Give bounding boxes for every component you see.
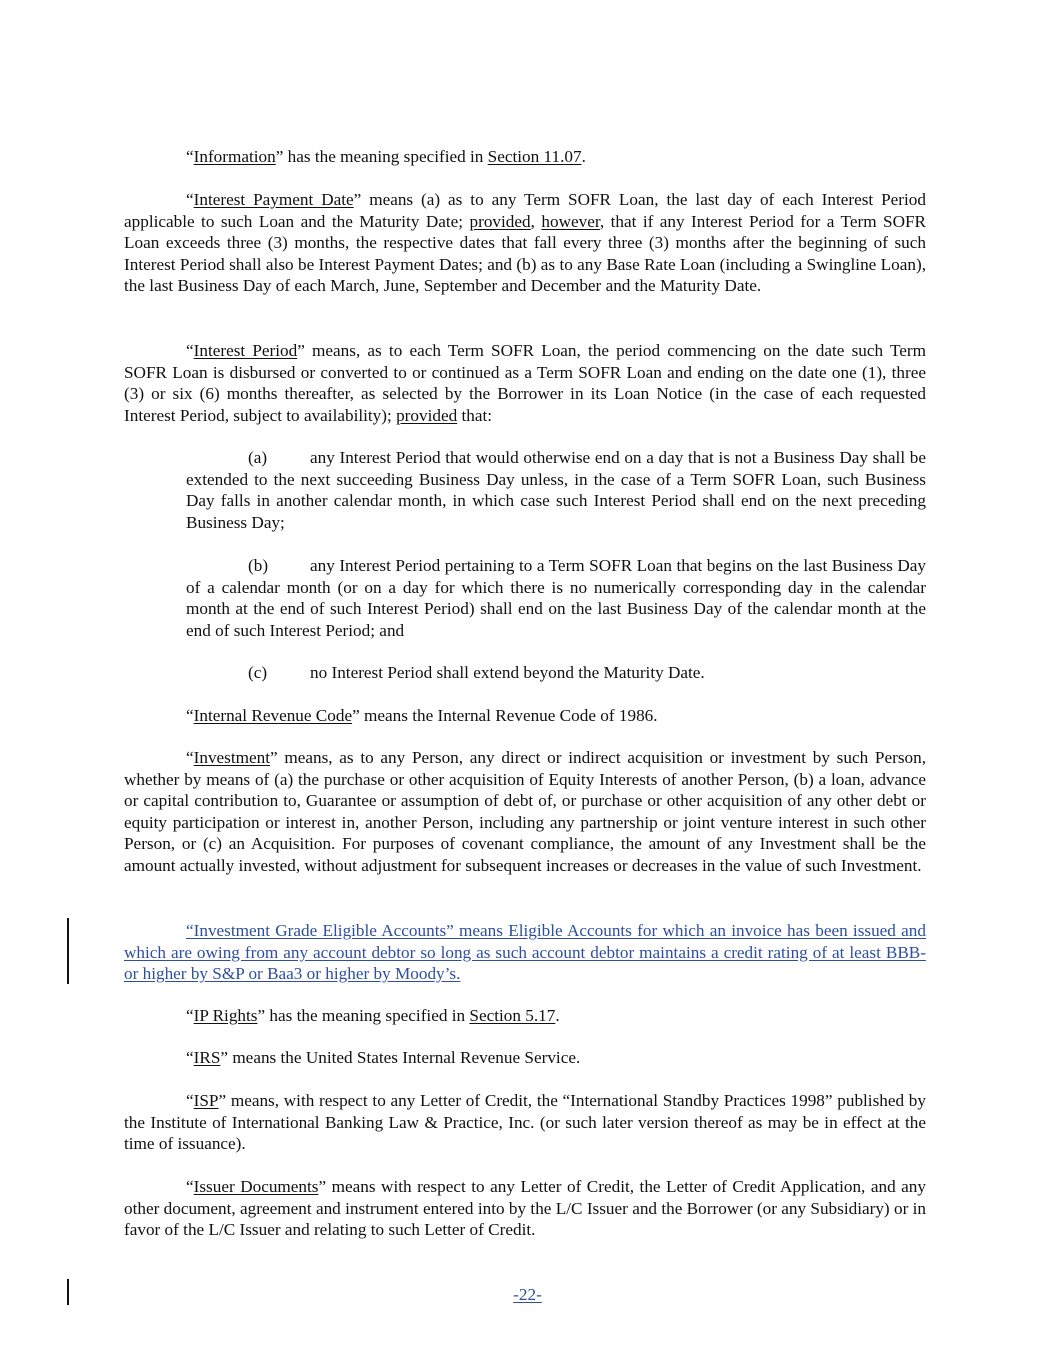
change-bar (67, 918, 69, 984)
clause-label: (c) (248, 663, 268, 682)
section-reference: Section 11.07 (487, 147, 582, 166)
defined-term: Interest Period (193, 341, 298, 360)
definition-investment: “Investment” means, as to any Person, any direct or indirect acquisition or investment by such Person, whether by means of (a) the purchase or other acquisition of Equity Interests of another Person, (b) a loan, advance or capital contribution to, Guarantee or assumption of debt of, or purchase or other acquisition of any other debt or equity participation or interest in, another Person, including any partnership or joint venture interest in such other Person, or (c) an Acquisition. For purposes of covenant compliance, the amount of any Investment shall be the amount actually invested, without adjustment for subsequent increases or decreases in the value of such Investment. (124, 748, 926, 875)
section-reference: Section 5.17 (469, 1006, 556, 1025)
defined-term: Information (193, 147, 276, 166)
definition-interest-period: “Interest Period” means, as to each Term SOFR Loan, the period commencing on the date such Term SOFR Loan is disbursed or converted to or continued as a Term SOFR Loan and ending on the date one (1), three (3) or six (6) months thereafter, as selected by the Borrower in its Loan Notice (in the case of each requested Interest Period, subject to availability); provided that: (124, 341, 926, 425)
defined-term: Issuer Documents (193, 1177, 319, 1196)
clause-c: (c) no Interest Period shall extend beyond the Maturity Date. (248, 663, 705, 682)
definition-irs: “IRS” means the United States Internal Revenue Service. (186, 1048, 581, 1067)
defined-term: Interest Payment Date (193, 190, 354, 209)
page-number: -22- (513, 1285, 542, 1304)
provided-term: provided (469, 211, 531, 231)
defined-term: Internal Revenue Code (193, 706, 353, 725)
inserted-text: “Investment Grade Eligible Accounts” means Eligible Accounts for which an invoice has been issued and which are owing from any account debtor so long as such account debtor maintains a credit rating of at least BBB- or higher by S&P or Baa3 or higher by Moody’s. (124, 921, 926, 984)
definition-investment-grade-eligible-accounts (124, 920, 926, 985)
clause-label: (b) (248, 556, 269, 575)
definition-ip-rights: “IP Rights” has the meaning specified in Section 5.17. (186, 1006, 560, 1025)
clause-a: (a) any Interest Period that would otherwise end on a day that is not a Business Day shall be extended to the next succeeding Business Day unless, in the case of a Term SOFR Loan, such Business Day falls in another calendar month, in which case such Interest Period shall end on the next preceding Business Day; (186, 448, 926, 532)
however-term: however (541, 211, 600, 231)
definition-issuer-documents: “Issuer Documents” means with respect to any Letter of Credit, the Letter of Credit Application, and any other document, agreement and instrument entered into by the L/C Issuer and the Borrower (or any Subsidiary) or in favor of the L/C Issuer and relating to such Letter of Credit. (124, 1177, 926, 1240)
defined-term: IRS (193, 1048, 221, 1067)
defined-term: IP Rights (193, 1006, 258, 1025)
clause-b: (b) any Interest Period pertaining to a Term SOFR Loan that begins on the last Business Day of a calendar month (or on a day for which there is no numerically corresponding day in the calendar month at the end of such Interest Period) shall end on the last Business Day of the calendar month at the end of such Interest Period; and (186, 556, 926, 640)
provided-term: provided (396, 405, 458, 425)
definition-isp: “ISP” means, with respect to any Letter of Credit, the “International Standby Practices 1998” published by the Institute of International Banking Law & Practice, Inc. (or such later version thereof as may be in effect at the time of issuance). (124, 1091, 926, 1154)
definition-interest-payment-date: “Interest Payment Date” means (a) as to any Term SOFR Loan, the last day of each Interest Period applicable to such Loan and the Maturity Date; provided, however, that if any Interest Period for a Term SOFR Loan exceeds three (3) months, the respective dates that fall every three (3) months after the beginning of such Interest Period shall also be Interest Payment Dates; and (b) as to any Base Rate Loan (including a Swingline Loan), the last Business Day of each March, June, September and December and the Maturity Date. (124, 190, 927, 296)
defined-term: ISP (193, 1091, 219, 1110)
definition-internal-revenue-code: “Internal Revenue Code” means the Internal Revenue Code of 1986. (186, 706, 658, 725)
definition-information: “Information” has the meaning specified in Section 11.07. (186, 147, 586, 166)
clause-label: (a) (248, 448, 268, 467)
defined-term: Investment (193, 748, 271, 767)
